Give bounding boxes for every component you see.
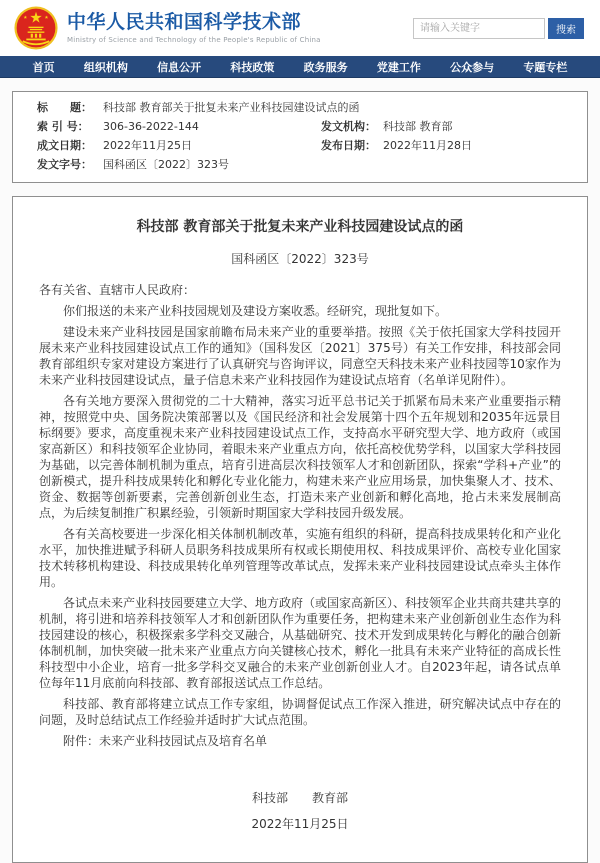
meta-label-title: 标 题： (37, 101, 92, 114)
meta-value-publish-date: 2022年11月28日 (383, 139, 472, 152)
meta-value-written-date: 2022年11月25日 (103, 139, 192, 152)
brand-text (67, 12, 321, 44)
site-title: 中华人民共和国科学技术部 (67, 11, 302, 34)
nav-item-gov-services[interactable]: 政务服务 (303, 60, 348, 74)
nav-item-public-participation[interactable]: 公众参与 (450, 60, 495, 74)
document-meta-box (12, 91, 588, 183)
site-header (0, 0, 600, 56)
meta-label-publish-date: 发布日期： (321, 139, 376, 152)
site-subtitle-english: Ministry of Science and Technology of the People's Republic of China (67, 35, 321, 44)
meta-label-index-number: 索 引 号： (37, 120, 89, 133)
document-paragraph: 各试点未来产业科技园要建立大学、地方政府（或国家高新区）、科技领军企业共商共建共享的机制，将引进和培养科技领军人才和创新团队作为重要任务，把构建未来产业创新创业生态作为科技园建设的核心，积极探索多学科交叉融合，从基础研究、技术开发到成果转化与孵化的融合创新体制机制，加快突破一批未来产业重点方向关键核心技术，孵化一批具有未来产业特征的高成长性科技型中小企业，培育一批多学科交叉融合的未来产业创新创业人才。自2023年起，请各试点单位每年11月底前向科技部、教育部报送试点工作总结。 (39, 596, 562, 691)
site-brand (14, 6, 321, 50)
meta-grid (37, 101, 577, 172)
document-paragraph: 科技部、教育部将建立试点工作专家组，协调督促试点工作深入推进，研究解决试点中存在的问题，及时总结试点工作经验并适时扩大试点范围。 (39, 697, 561, 728)
page-content (0, 78, 600, 863)
nav-item-scitech-policy[interactable]: 科技政策 (230, 60, 275, 74)
nav-item-organization[interactable]: 组织机构 (83, 60, 128, 74)
document-body-box (12, 196, 588, 863)
search-button[interactable]: 搜索 (548, 18, 584, 39)
search-input[interactable] (413, 18, 545, 39)
meta-value-title: 科技部 教育部关于批复未来产业科技园建设试点的函 (103, 101, 360, 114)
document-salutation: 各有关省、直辖市人民政府： (39, 283, 196, 298)
document-paragraph: 你们报送的未来产业科技园规划及建设方案收悉。经研究，现批复如下。 (63, 304, 448, 319)
meta-value-issuing-agency: 科技部 教育部 (383, 120, 453, 133)
document-paragraph: 建设未来产业科技园是国家前瞻布局未来产业的重要举措。按照《关于依托国家大学科技园开展未来产业科技园建设试点工作的通知》（国科发区〔2021〕375号）有关工作安排，科技部会同教育部组织专家对建设方案进行了认真研究与咨询评议，同意空天科技未来产业科技园等10家作为未来产业科技园建设试点，量子信息未来产业科技园作为建设试点培育（名单详见附件）。 (39, 325, 561, 388)
document-title: 科技部 教育部关于批复未来产业科技园建设试点的函 (136, 219, 464, 235)
document-body (39, 282, 561, 749)
meta-value-doc-number: 国科函区〔2022〕323号 (103, 158, 229, 171)
document-paragraph: 各有关地方要深入贯彻党的二十大精神，落实习近平总书记关于抓紧布局未来产业重要指示精神，按照党中央、国务院决策部署以及《国民经济和社会发展第十四个五年规划和2035年远景目标纲要》要求，高度重视未来产业科技园建设试点工作，支持高水平研究型大学、地方政府（或国家高新区）和科技领军企业协同，着眼未来产业重点方向，依托高校优势学科，以国家大学科技园为基础，以完善体制机制为重点，培育引进高层次科技领军人才和创新团队，探索“学科+产业”的创新模式，提升科技成果转化和孵化专业化能力，构建未来产业应用场景，加快集聚人才、技术、资金、数据等创新要素，完善创新创业生态，打造未来产业创新和孵化高地，抢占未来发展制高点，为后续复制推广积累经验，引领新时期国家大学科技园升级发展。 (39, 394, 561, 521)
main-nav (0, 56, 600, 78)
search-bar (413, 18, 584, 39)
national-emblem-icon (14, 6, 58, 50)
meta-value-index-number: 306-36-2022-144 (103, 120, 199, 133)
document-signature-date: 2022年11月25日 (251, 817, 349, 832)
meta-label-written-date: 成文日期： (37, 139, 92, 152)
nav-item-info-disclosure[interactable]: 信息公开 (157, 60, 202, 74)
nav-item-special-topics[interactable]: 专题专栏 (523, 60, 568, 74)
meta-label-doc-number: 发文字号： (37, 158, 92, 171)
document-number: 国科函区〔2022〕323号 (231, 252, 369, 267)
meta-label-issuing-agency: 发文机构： (321, 120, 376, 133)
nav-item-home[interactable]: 首页 (32, 60, 55, 74)
document-paragraph: 各有关高校要进一步深化相关体制机制改革，实施有组织的科研，提高科技成果转化和产业化水平，加快推进赋予科研人员职务科技成果所有权或长期使用权、科技成果评价、高校专业化国家技术转移机构建设、科技成果转化单列管理等改革试点，发挥未来产业科技园建设试点牵头主体作用。 (39, 527, 561, 590)
nav-item-party-building[interactable]: 党建工作 (376, 60, 421, 74)
document-signature: 科技部 教育部 (251, 791, 348, 806)
document-attachment-line: 附件：未来产业科技园试点及培育名单 (63, 734, 268, 749)
